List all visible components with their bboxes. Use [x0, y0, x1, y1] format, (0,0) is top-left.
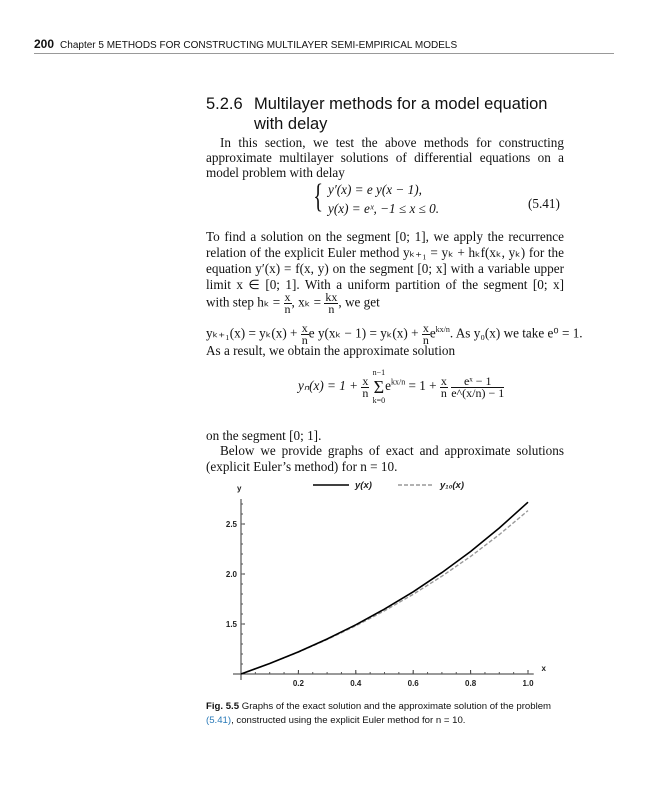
numerator: kx — [325, 290, 338, 304]
x-axis-label: x — [541, 664, 546, 673]
text: yₙ(x) = 1 + — [298, 378, 359, 394]
equation-label: (5.41) — [528, 196, 560, 211]
sum — [373, 368, 386, 406]
section-title-line2: with delay — [254, 115, 328, 133]
page-number: 200 — [34, 37, 55, 51]
exponent: kx/n — [391, 377, 406, 387]
result-line: As a result, we obtain the approximate solution — [206, 343, 456, 358]
x-tick-label: 0.6 — [407, 679, 419, 688]
text: with step hₖ = — [206, 294, 281, 310]
fraction — [324, 292, 338, 315]
running-title: Chapter 5 METHODS FOR CONSTRUCTING MULTILAYER SEMI-EMPIRICAL MODELS — [60, 40, 458, 51]
sum-upper: n−1 — [372, 368, 386, 377]
fraction — [451, 373, 505, 400]
x-tick-label: 0.4 — [350, 679, 362, 688]
text: yₖ₊₁(x) = yₖ(x) + — [206, 325, 298, 341]
fraction — [440, 373, 448, 400]
text: e y(xₖ − 1) = yₖ(x) + — [308, 325, 419, 341]
numerator: x — [284, 290, 291, 304]
numerator: x — [422, 320, 429, 335]
text: , xₖ = — [291, 294, 322, 310]
denominator: n — [422, 332, 429, 347]
series-line-exact — [241, 502, 528, 674]
para2-line: relation of the explicit Euler method yₖ₊₁ = yₖ + hₖf(xₖ, yₖ) for the — [206, 245, 564, 260]
denominator: n — [301, 332, 308, 347]
header-rule — [34, 53, 614, 54]
numerator: x — [440, 373, 447, 388]
x-tick-label: 0.2 — [292, 679, 304, 688]
numerator: eˣ − 1 — [451, 376, 504, 388]
denominator: e^(x/n) − 1 — [451, 385, 505, 400]
para2-line: limit x ∈ [0; 1]. With a uniform partition of the segment [0; x] — [206, 277, 564, 292]
denominator: n — [284, 302, 291, 316]
running-header — [34, 37, 457, 51]
legend-label: y₁₀(x) — [440, 480, 464, 491]
section-number: 5.2.6 — [206, 95, 243, 113]
solution-formula — [298, 368, 504, 406]
y-tick-label: 1.5 — [225, 620, 237, 629]
text: = 1 + — [408, 378, 437, 394]
denominator: n — [362, 385, 369, 400]
equation-link[interactable]: (5.41) — [206, 715, 232, 726]
fraction — [361, 373, 369, 400]
text: e — [385, 378, 391, 394]
section-title-line1: Multilayer methods for a model equation — [254, 95, 548, 113]
section-heading — [206, 94, 566, 134]
x-tick-label: 1.0 — [522, 679, 534, 688]
caption-text: Graphs of the exact solution and the approximate solution of the problem — [239, 701, 552, 712]
para2-line: To find a solution on the segment [0; 1], we apply the recurrence — [206, 229, 564, 244]
sum-sign: Σ — [373, 377, 385, 397]
denominator: n — [328, 302, 335, 316]
figure-caption — [206, 700, 566, 728]
para3-line: (explicit Euler’s method) for n = 10. — [206, 459, 398, 474]
sum-lower: k=0 — [372, 396, 386, 405]
solution-chart — [210, 475, 560, 697]
y-tick-label: 2.0 — [225, 570, 237, 579]
text: . As y₀(x) we take e⁰ = 1. — [449, 325, 583, 341]
brace: { — [313, 178, 324, 215]
denominator: n — [440, 385, 447, 400]
equation-line1: y′(x) = e y(x − 1), — [328, 182, 422, 197]
fraction — [284, 292, 292, 315]
text: , we get — [338, 294, 380, 310]
series-line-approx — [241, 511, 528, 674]
para3-line: on the segment [0; 1]. — [206, 428, 322, 443]
exponent: kx/n — [435, 325, 450, 334]
numerator: x — [362, 373, 369, 388]
equation-system — [313, 178, 440, 218]
para1-line: approximate multilayer solutions of differential equations on a — [206, 150, 564, 165]
para3-line: Below we provide graphs of exact and approximate solutions — [220, 443, 564, 458]
legend-label: y(x) — [355, 480, 372, 491]
para1-line: model problem with delay — [206, 165, 345, 180]
text: e — [429, 325, 436, 341]
y-tick-label: 2.5 — [225, 520, 237, 529]
caption-label: Fig. 5.5 — [206, 701, 240, 712]
para2-line: equation y′(x) = f(x, y) on the segment [0; x] with a variable upper — [206, 261, 564, 276]
step-line — [206, 292, 564, 315]
caption-text: , constructed using the explicit Euler method for n = 10. — [231, 715, 466, 726]
x-tick-label: 0.8 — [465, 679, 477, 688]
y-axis-label: y — [237, 484, 242, 493]
equation-line2: y(x) = eˣ, −1 ≤ x ≤ 0. — [328, 201, 440, 216]
numerator: x — [301, 320, 308, 335]
para1-line: In this section, we test the above methods for constructing — [220, 135, 564, 150]
